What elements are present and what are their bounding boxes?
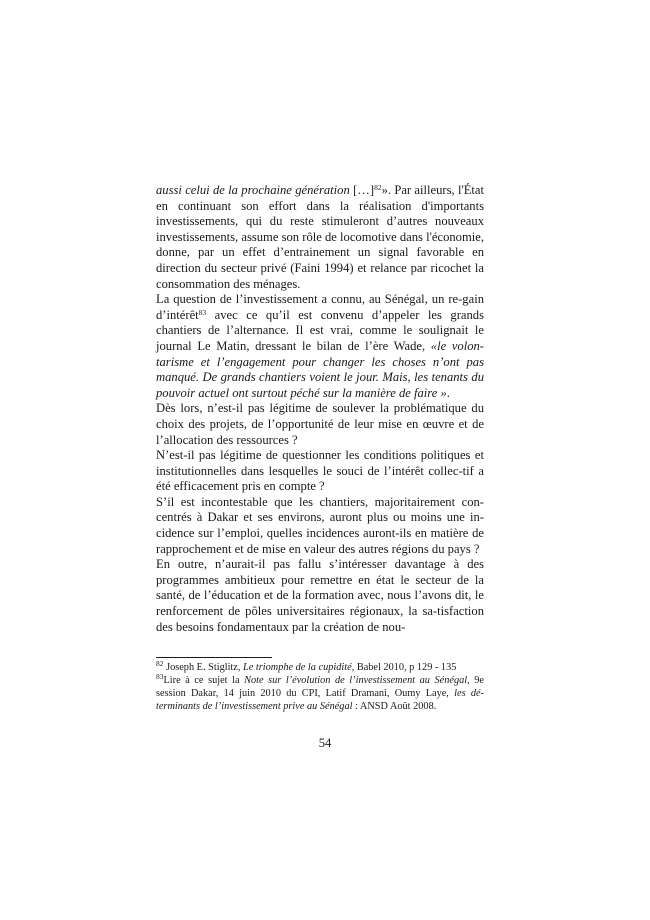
paragraph-1: aussi celui de la prochaine génération […]$^{82}$». Par ailleurs, l'État en continuant son effort dans la réalisation d'importants investissements, qui du reste stimuleront d’autres nouveaux investissements, assume son rôle de locomotive dans l'économie, donne, par un effet d’entrainement un signal favorable en direction du secteur privé (Faini 1994) et relance par ricochet la consommation des ménages.: [156, 183, 484, 291]
footnote-separator: [156, 657, 272, 658]
book-title: Le triomphe de la cupidité: [243, 662, 352, 673]
quotation: «le volon-tarisme et l’engagement pour changer les choses n’ont pas manqué. De grands chantiers voient le jour. Mais, les tenants du pouvoir actuel ont surtout péché sur la manière de faire »: [156, 338, 484, 400]
footnote-82: $^{82}$ Joseph E. Stiglitz, Le triomphe de la cupidité, Babel 2010, p 129 - 135: [156, 659, 457, 673]
footnote-number: 82: [156, 659, 164, 668]
paragraph-6: En outre, n’aurait-il pas fallu s’intéresser davantage à des programmes ambitieux pour remettre en état le secteur de la santé, de l’éducation et de la formation avec, nous l’avons dit, le renforcement de pôles universitaires régionaux, la sa-tisfaction des besoins fondamentaux par la création de nou-: [156, 557, 484, 634]
footnotes: [156, 661, 484, 713]
footnote-83: $^{83}$Lire à ce sujet la Note sur l’évolution de l’investissement au Sénégal, 9e session Dakar, 14 juin 2010 du CPI, Latif Dramani, Oumy Laye, les dé-terminants de l’investissement prive au Sénégal : ANSD Août 2008.: [156, 672, 484, 712]
footnote-ref-83[interactable]: 83: [198, 307, 207, 317]
paragraph-2: La question de l’investissement a connu, au Sénégal, un re-gain d’intérêt$^{83}$ avec ce qu’il est convenu d’appeler les grands chantiers de l’alternance. Il est vrai, comme le soulignait le journal Le Matin, dressant le bilan de l’ère Wade, «le volon-tarisme et l’engagement pour changer les choses n’ont pas manqué. De grands chantiers voient le jour. Mais, les tenants du pouvoir actuel ont surtout péché sur la manière de faire ».: [156, 292, 484, 400]
paragraph-3: Dès lors, n’est-il pas légitime de soulever la problématique du choix des projets, de l’opportunité de leur mise en œuvre et de l’allocation des ressources ?: [156, 401, 484, 447]
page-number: 54: [318, 736, 332, 750]
body-text: [156, 183, 484, 635]
report-title: les dé-terminants de l’investissement prive au Sénégal: [156, 688, 484, 712]
footnote-number: 83: [156, 672, 164, 681]
footnote-ref-82[interactable]: 82: [374, 183, 382, 192]
italic-phrase: aussi celui de la prochaine génération: [156, 183, 350, 197]
note-title: Note sur l’évolution de l’investissement au Sénégal: [244, 675, 468, 686]
paragraph-4: N’est-il pas légitime de questionner les conditions politiques et institutionnelles dans lesquelles le souci de l’intérêt collec-tif a été efficacement pris en compte ?: [156, 448, 484, 494]
paragraph-5: S’il est incontestable que les chantiers, majoritairement con-centrés à Dakar et ses environs, auront plus ou moins une in-cidence sur l’emploi, quelles incidences auront-ils en matière de rapprochement et de mise en valeur des autres régions du pays ?: [156, 494, 484, 556]
